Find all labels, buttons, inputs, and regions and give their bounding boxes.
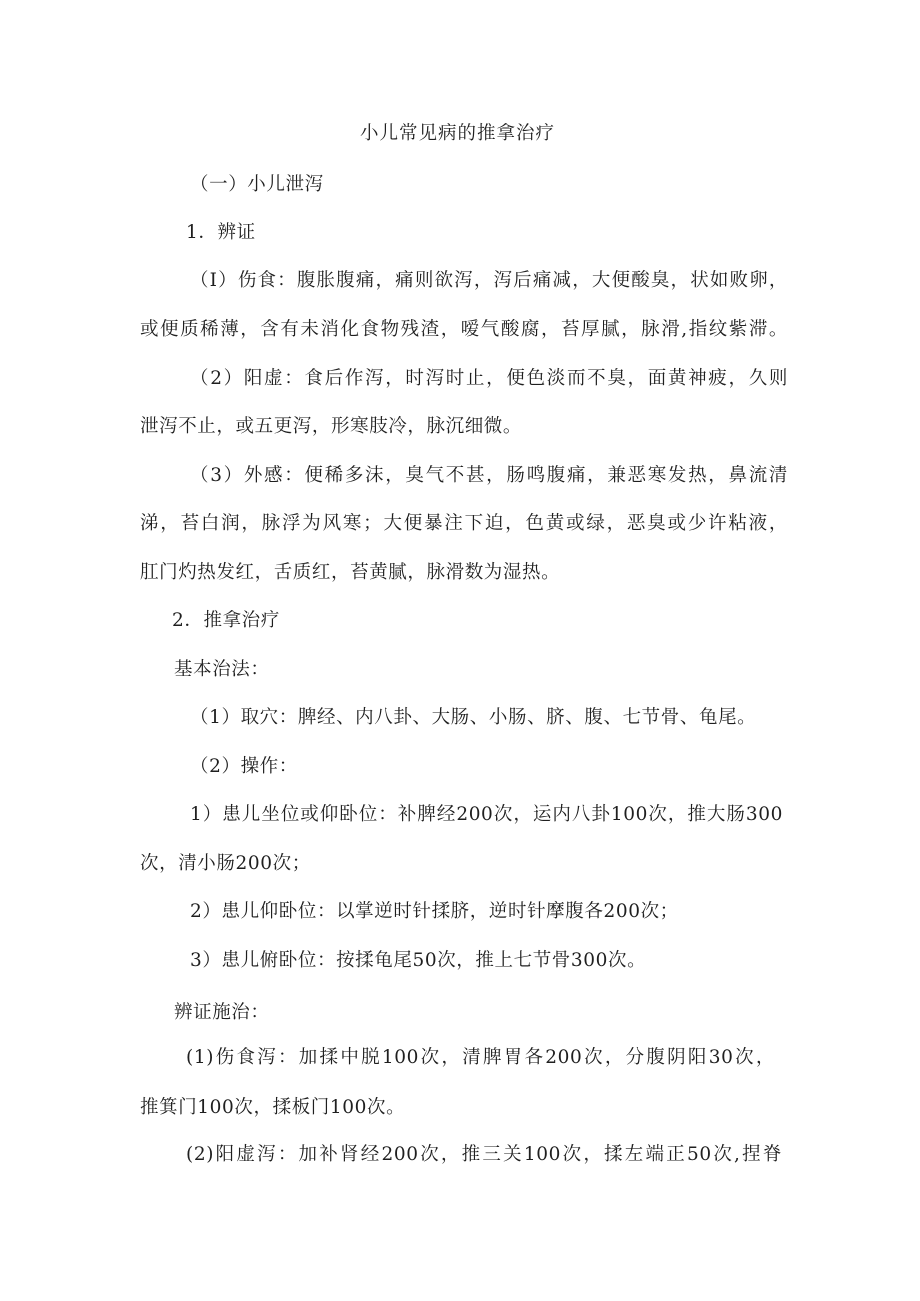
operation-step: 2）患儿仰卧位：以掌逆时针揉脐，逆时针摩腹各200次； (190, 901, 679, 922)
operation-label: （2）操作： (190, 756, 298, 777)
acupoints-line: （1）取穴：脾经、内八卦、大肠、小肠、脐、腹、七节骨、龟尾。 (190, 707, 757, 728)
basic-method-label: 基本治法： (174, 659, 270, 680)
paragraph-line: 肛门灼热发红，舌质红，苔黄腻，脉滑数为湿热。 (140, 562, 561, 583)
operation-step: 1）患儿坐位或仰卧位：补脾经200次，运内八卦100次，推大肠300 (190, 804, 783, 825)
subsection-heading-treatment: 2．推拿治疗 (172, 610, 280, 631)
paragraph-line: （I）伤食：腹胀腹痛，痛则欲泻，泻后痛减，大便酸臭，状如败卵， (190, 270, 788, 291)
section-heading: （一）小儿泄泻 (190, 174, 324, 195)
differentiation-line: (1)伤食泻：加揉中脱100次，清脾胃各200次，分腹阴阳30次， (186, 1047, 775, 1068)
operation-step: 3）患儿俯卧位：按揉龟尾50次，推上七节骨300次。 (190, 950, 647, 971)
paragraph-line: 泄泻不止，或五更泻，形寒肢冷，脉沉细微。 (140, 416, 523, 437)
differentiation-label: 辨证施治： (174, 1002, 270, 1023)
paragraph-line: （3）外感：便稀多沫，臭气不甚，肠鸣腹痛，兼恶寒发热，鼻流清 (190, 465, 788, 486)
paragraph-line: （2）阳虚：食后作泻，时泻时止，便色淡而不臭，面黄神疲，久则 (190, 368, 788, 389)
differentiation-line: 推箕门100次，揉板门100次。 (140, 1097, 406, 1118)
operation-step: 次，清小肠200次； (140, 853, 311, 874)
document-title: 小儿常见病的推拿治疗 (360, 123, 556, 144)
differentiation-line: (2)阳虚泻：加补肾经200次，推三关100次，揉左端正50次,捏脊 (186, 1144, 782, 1165)
paragraph-line: 或便质稀薄，含有未消化食物残渣，嗳气酸腐，苔厚腻，脉滑,指纹紫滞。 (140, 319, 788, 340)
subsection-heading-diagnosis: 1．辨证 (186, 222, 256, 243)
paragraph-line: 涕，苔白润，脉浮为风寒；大便暴注下迫，色黄或绿，恶臭或少许粘液， (140, 513, 788, 534)
